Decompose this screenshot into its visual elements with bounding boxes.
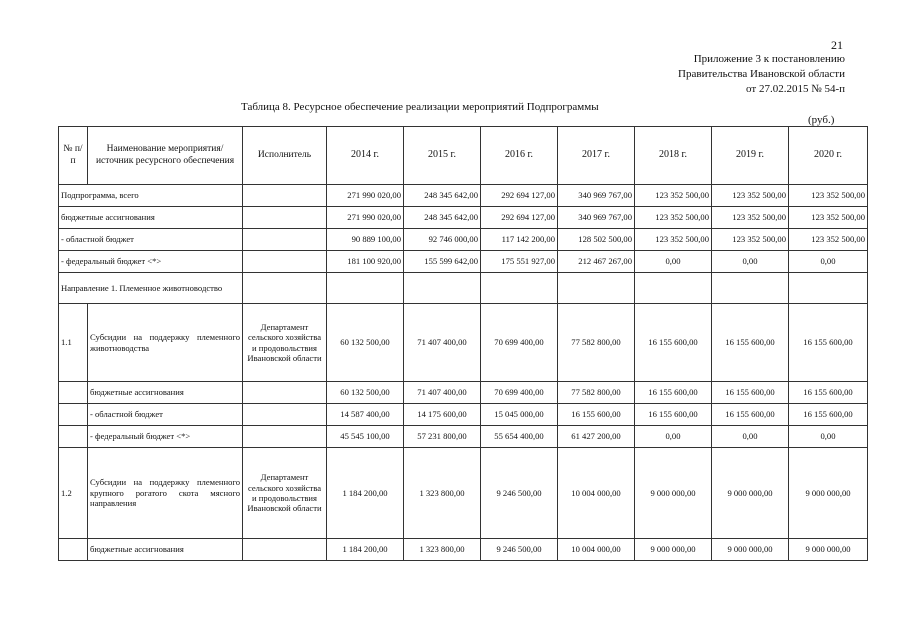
header-year: 2017 г. xyxy=(558,127,635,185)
value-cell: 9 000 000,00 xyxy=(635,448,712,539)
value-cell xyxy=(712,273,789,304)
value-cell: 123 352 500,00 xyxy=(712,207,789,229)
table-row xyxy=(59,273,868,304)
value-cell xyxy=(789,273,868,304)
value-cell: 117 142 200,00 xyxy=(481,229,558,251)
value-cell: 55 654 400,00 xyxy=(481,426,558,448)
value-cell xyxy=(404,273,481,304)
value-cell: 16 155 600,00 xyxy=(712,304,789,382)
row-number xyxy=(59,426,88,448)
value-cell: 128 502 500,00 xyxy=(558,229,635,251)
table-row xyxy=(59,229,868,251)
page-number: 21 xyxy=(831,38,843,52)
value-cell: 90 889 100,00 xyxy=(327,229,404,251)
header-year: 2015 г. xyxy=(404,127,481,185)
value-cell: 16 155 600,00 xyxy=(789,404,868,426)
document-header xyxy=(678,52,845,97)
row-number xyxy=(59,404,88,426)
value-cell: 14 175 600,00 xyxy=(404,404,481,426)
value-cell: 0,00 xyxy=(635,426,712,448)
table-header-row xyxy=(59,127,868,185)
value-cell: 0,00 xyxy=(635,251,712,273)
row-name: Направление 1. Племенное животноводство xyxy=(59,273,243,304)
value-cell: 9 000 000,00 xyxy=(635,539,712,561)
header-line-1: Приложение 3 к постановлению xyxy=(693,53,845,65)
value-cell: 123 352 500,00 xyxy=(789,207,868,229)
value-cell: 0,00 xyxy=(789,251,868,273)
header-year: 2018 г. xyxy=(635,127,712,185)
table-row xyxy=(59,185,868,207)
value-cell: 123 352 500,00 xyxy=(635,207,712,229)
value-cell: 92 746 000,00 xyxy=(404,229,481,251)
row-executor xyxy=(243,273,327,304)
header-executor: Исполнитель xyxy=(243,127,327,185)
value-cell: 1 184 200,00 xyxy=(327,539,404,561)
row-name: - федеральный бюджет <*> xyxy=(59,251,243,273)
value-cell: 0,00 xyxy=(712,426,789,448)
header-line-3: от 27.02.2015 № 54-п xyxy=(746,83,845,95)
row-executor xyxy=(243,185,327,207)
value-cell: 340 969 767,00 xyxy=(558,207,635,229)
value-cell xyxy=(635,273,712,304)
row-number: 1.2 xyxy=(59,448,88,539)
row-executor: Департамент сельского хозяйства и продовольствия Ивановской области xyxy=(243,448,327,539)
value-cell: 1 184 200,00 xyxy=(327,448,404,539)
value-cell: 16 155 600,00 xyxy=(789,382,868,404)
value-cell: 16 155 600,00 xyxy=(789,304,868,382)
value-cell: 45 545 100,00 xyxy=(327,426,404,448)
value-cell: 16 155 600,00 xyxy=(712,404,789,426)
header-year: 2014 г. xyxy=(327,127,404,185)
resource-table xyxy=(58,126,868,561)
row-name: - областной бюджет xyxy=(59,229,243,251)
row-name: Субсидии на поддержку племенного крупного рогатого скота мясного направления xyxy=(88,448,243,539)
row-executor xyxy=(243,229,327,251)
value-cell: 212 467 267,00 xyxy=(558,251,635,273)
row-executor xyxy=(243,404,327,426)
value-cell: 15 045 000,00 xyxy=(481,404,558,426)
table-row xyxy=(59,539,868,561)
value-cell: 16 155 600,00 xyxy=(635,304,712,382)
value-cell: 271 990 020,00 xyxy=(327,185,404,207)
value-cell: 292 694 127,00 xyxy=(481,185,558,207)
row-name: Подпрограмма, всего xyxy=(59,185,243,207)
value-cell: 123 352 500,00 xyxy=(789,229,868,251)
header-num: № п/п xyxy=(59,127,88,185)
value-cell: 271 990 020,00 xyxy=(327,207,404,229)
row-number xyxy=(59,382,88,404)
value-cell: 14 587 400,00 xyxy=(327,404,404,426)
row-name: - федеральный бюджет <*> xyxy=(88,426,243,448)
value-cell: 0,00 xyxy=(712,251,789,273)
table-caption: Таблица 8. Ресурсное обеспечение реализации мероприятий Подпрограммы xyxy=(241,101,599,113)
value-cell: 10 004 000,00 xyxy=(558,539,635,561)
table-row xyxy=(59,251,868,273)
value-cell: 9 000 000,00 xyxy=(789,448,868,539)
value-cell: 175 551 927,00 xyxy=(481,251,558,273)
value-cell: 123 352 500,00 xyxy=(712,185,789,207)
row-name: бюджетные ассигнования xyxy=(59,207,243,229)
value-cell: 123 352 500,00 xyxy=(789,185,868,207)
value-cell: 155 599 642,00 xyxy=(404,251,481,273)
value-cell: 340 969 767,00 xyxy=(558,185,635,207)
value-cell: 123 352 500,00 xyxy=(635,185,712,207)
row-name: бюджетные ассигнования xyxy=(88,539,243,561)
value-cell: 77 582 800,00 xyxy=(558,304,635,382)
currency-unit: (руб.) xyxy=(808,114,835,126)
value-cell: 123 352 500,00 xyxy=(712,229,789,251)
row-name: Субсидии на поддержку племенного животноводства xyxy=(88,304,243,382)
value-cell: 16 155 600,00 xyxy=(635,404,712,426)
row-name: бюджетные ассигнования xyxy=(88,382,243,404)
header-year: 2016 г. xyxy=(481,127,558,185)
row-number: 1.1 xyxy=(59,304,88,382)
value-cell: 71 407 400,00 xyxy=(404,382,481,404)
value-cell: 16 155 600,00 xyxy=(558,404,635,426)
value-cell: 70 699 400,00 xyxy=(481,382,558,404)
value-cell: 9 246 500,00 xyxy=(481,539,558,561)
header-year: 2020 г. xyxy=(789,127,868,185)
value-cell: 181 100 920,00 xyxy=(327,251,404,273)
row-number xyxy=(59,539,88,561)
row-executor xyxy=(243,207,327,229)
header-year: 2019 г. xyxy=(712,127,789,185)
row-name: - областной бюджет xyxy=(88,404,243,426)
value-cell: 71 407 400,00 xyxy=(404,304,481,382)
value-cell: 0,00 xyxy=(789,426,868,448)
value-cell: 1 323 800,00 xyxy=(404,539,481,561)
row-executor xyxy=(243,382,327,404)
value-cell: 61 427 200,00 xyxy=(558,426,635,448)
header-name: Наименование мероприятия/ источник ресурсного обеспечения xyxy=(88,127,243,185)
value-cell: 70 699 400,00 xyxy=(481,304,558,382)
row-executor xyxy=(243,426,327,448)
row-executor: Департамент сельского хозяйства и продовольствия Ивановской области xyxy=(243,304,327,382)
value-cell: 57 231 800,00 xyxy=(404,426,481,448)
value-cell: 248 345 642,00 xyxy=(404,207,481,229)
value-cell: 60 132 500,00 xyxy=(327,382,404,404)
value-cell: 60 132 500,00 xyxy=(327,304,404,382)
value-cell: 292 694 127,00 xyxy=(481,207,558,229)
table-row xyxy=(59,207,868,229)
value-cell: 248 345 642,00 xyxy=(404,185,481,207)
value-cell: 16 155 600,00 xyxy=(635,382,712,404)
table-row xyxy=(59,382,868,404)
value-cell xyxy=(558,273,635,304)
value-cell: 9 000 000,00 xyxy=(712,448,789,539)
table-row xyxy=(59,304,868,382)
value-cell: 9 000 000,00 xyxy=(712,539,789,561)
value-cell: 1 323 800,00 xyxy=(404,448,481,539)
value-cell: 10 004 000,00 xyxy=(558,448,635,539)
row-executor xyxy=(243,251,327,273)
value-cell: 16 155 600,00 xyxy=(712,382,789,404)
value-cell xyxy=(481,273,558,304)
table-row xyxy=(59,448,868,539)
value-cell: 77 582 800,00 xyxy=(558,382,635,404)
value-cell: 9 246 500,00 xyxy=(481,448,558,539)
row-executor xyxy=(243,539,327,561)
table-row xyxy=(59,426,868,448)
value-cell xyxy=(327,273,404,304)
value-cell: 9 000 000,00 xyxy=(789,539,868,561)
table-row xyxy=(59,404,868,426)
header-line-2: Правительства Ивановской области xyxy=(678,68,845,80)
value-cell: 123 352 500,00 xyxy=(635,229,712,251)
